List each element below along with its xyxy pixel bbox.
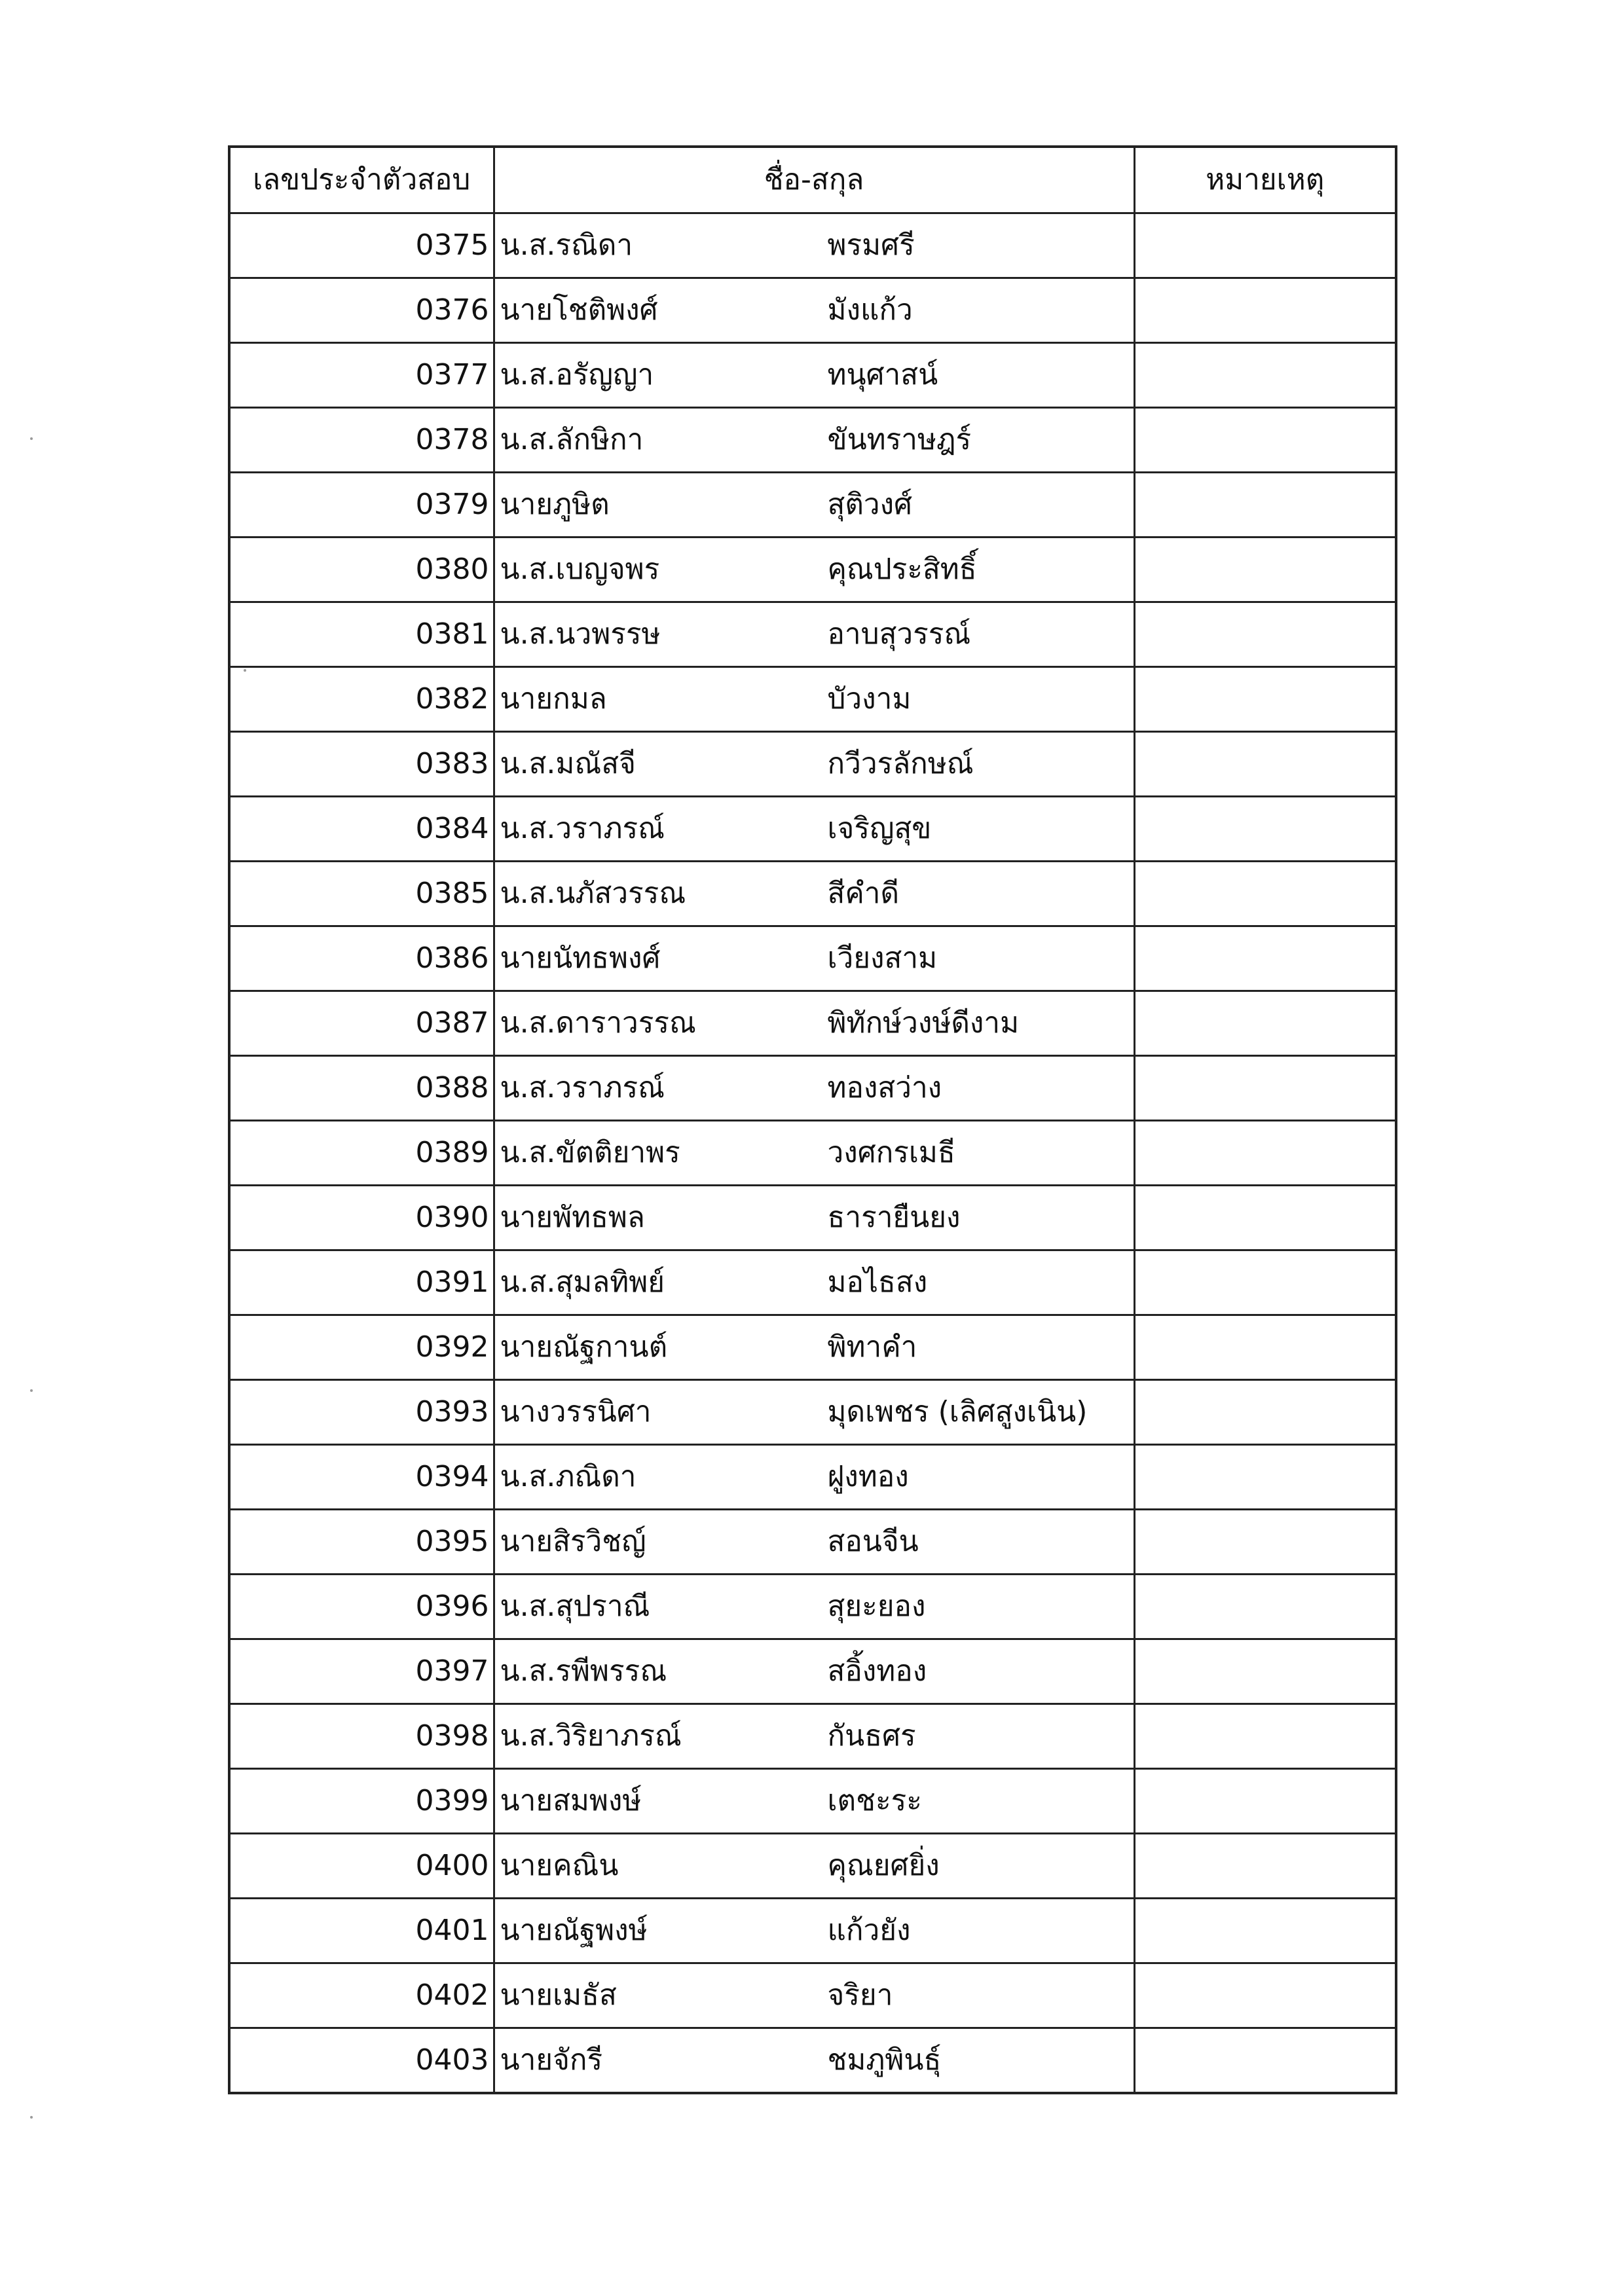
remarks-cell bbox=[1134, 1315, 1396, 1380]
exam-id-cell: 0382 bbox=[229, 667, 494, 732]
remarks-cell bbox=[1134, 1963, 1396, 2028]
first-name: นายกมล bbox=[500, 682, 607, 716]
exam-id-cell: 0380 bbox=[229, 538, 494, 602]
full-name-cell bbox=[494, 991, 1134, 1056]
last-name: ชมภูพินธุ์ bbox=[827, 2043, 942, 2077]
table-row bbox=[229, 408, 1396, 473]
first-name: น.ส.สุมลทิพย์ bbox=[500, 1266, 665, 1299]
table-row bbox=[229, 1899, 1396, 1963]
exam-id-cell: 0390 bbox=[229, 1186, 494, 1250]
exam-id-cell: 0397 bbox=[229, 1639, 494, 1704]
table-row bbox=[229, 926, 1396, 991]
last-name: อาบสุวรรณ์ bbox=[827, 617, 971, 651]
last-name: ทนุศาสน์ bbox=[827, 358, 938, 392]
last-name: คุณยศยิ่ง bbox=[827, 1849, 940, 1882]
exam-id-cell: 0381 bbox=[229, 602, 494, 667]
full-name-cell bbox=[494, 732, 1134, 797]
scan-speck bbox=[30, 2116, 33, 2119]
exam-id-cell: 0375 bbox=[229, 213, 494, 278]
first-name: น.ส.นภัสวรรณ bbox=[500, 877, 686, 910]
last-name: คุณประสิทธิ์ bbox=[827, 553, 977, 586]
exam-id-cell: 0392 bbox=[229, 1315, 494, 1380]
last-name: ทองสว่าง bbox=[827, 1071, 942, 1104]
exam-id-cell: 0399 bbox=[229, 1769, 494, 1834]
last-name: สีคำดี bbox=[827, 877, 900, 910]
header-remarks: หมายเหตุ bbox=[1134, 147, 1396, 213]
table-row bbox=[229, 1834, 1396, 1899]
remarks-cell bbox=[1134, 473, 1396, 538]
first-name: น.ส.รพีพรรณ bbox=[500, 1654, 667, 1688]
full-name-cell bbox=[494, 1445, 1134, 1510]
exam-id-cell: 0384 bbox=[229, 797, 494, 862]
table-row bbox=[229, 1445, 1396, 1510]
last-name: แก้วยัง bbox=[827, 1914, 911, 1947]
exam-id-cell: 0400 bbox=[229, 1834, 494, 1899]
table-row bbox=[229, 1315, 1396, 1380]
full-name-cell bbox=[494, 1315, 1134, 1380]
remarks-cell bbox=[1134, 538, 1396, 602]
first-name: นายพัทธพล bbox=[500, 1201, 645, 1234]
exam-id-cell: 0389 bbox=[229, 1121, 494, 1186]
exam-id-cell: 0383 bbox=[229, 732, 494, 797]
exam-id-cell: 0402 bbox=[229, 1963, 494, 2028]
table-row bbox=[229, 278, 1396, 343]
full-name-cell bbox=[494, 1769, 1134, 1834]
remarks-cell bbox=[1134, 1575, 1396, 1639]
last-name: พิทักษ์วงษ์ดีงาม bbox=[827, 1006, 1020, 1040]
remarks-cell bbox=[1134, 408, 1396, 473]
header-full-name: ชื่อ-สกุล bbox=[494, 147, 1134, 213]
first-name: น.ส.วราภรณ์ bbox=[500, 812, 665, 845]
exam-id-cell: 0376 bbox=[229, 278, 494, 343]
remarks-cell bbox=[1134, 862, 1396, 926]
first-name: นายนัทธพงศ์ bbox=[500, 941, 661, 975]
exam-candidate-table bbox=[228, 145, 1397, 2094]
table-row bbox=[229, 1769, 1396, 1834]
remarks-cell bbox=[1134, 732, 1396, 797]
remarks-cell bbox=[1134, 1510, 1396, 1575]
remarks-cell bbox=[1134, 278, 1396, 343]
exam-id-cell: 0403 bbox=[229, 2028, 494, 2094]
full-name-cell bbox=[494, 1121, 1134, 1186]
full-name-cell bbox=[494, 1639, 1134, 1704]
full-name-cell bbox=[494, 538, 1134, 602]
table-row bbox=[229, 1704, 1396, 1769]
last-name: จริยา bbox=[827, 1978, 893, 2012]
table-row bbox=[229, 1121, 1396, 1186]
exam-id-cell: 0395 bbox=[229, 1510, 494, 1575]
table-row bbox=[229, 1639, 1396, 1704]
full-name-cell bbox=[494, 1510, 1134, 1575]
remarks-cell bbox=[1134, 2028, 1396, 2094]
exam-id-cell: 0398 bbox=[229, 1704, 494, 1769]
last-name: สอิ้งทอง bbox=[827, 1654, 927, 1688]
table-row bbox=[229, 732, 1396, 797]
remarks-cell bbox=[1134, 667, 1396, 732]
first-name: นายณัฐพงษ์ bbox=[500, 1914, 648, 1947]
remarks-cell bbox=[1134, 1769, 1396, 1834]
table-row bbox=[229, 213, 1396, 278]
exam-id-cell: 0394 bbox=[229, 1445, 494, 1510]
full-name-cell bbox=[494, 2028, 1134, 2094]
remarks-cell bbox=[1134, 1445, 1396, 1510]
full-name-cell bbox=[494, 926, 1134, 991]
first-name: นายเมธัส bbox=[500, 1978, 617, 2012]
table-row bbox=[229, 2028, 1396, 2094]
remarks-cell bbox=[1134, 602, 1396, 667]
first-name: น.ส.มณัสจี bbox=[500, 747, 636, 780]
last-name: มอไธสง bbox=[827, 1266, 928, 1299]
scan-speck bbox=[30, 1389, 33, 1392]
first-name: นายโชติพงศ์ bbox=[500, 293, 658, 327]
remarks-cell bbox=[1134, 797, 1396, 862]
remarks-cell bbox=[1134, 1899, 1396, 1963]
last-name: มุดเพชร (เลิศสูงเนิน) bbox=[827, 1395, 1088, 1429]
full-name-cell bbox=[494, 278, 1134, 343]
last-name: เวียงสาม bbox=[827, 941, 938, 975]
remarks-cell bbox=[1134, 1639, 1396, 1704]
exam-id-cell: 0385 bbox=[229, 862, 494, 926]
table-row bbox=[229, 538, 1396, 602]
exam-id-cell: 0378 bbox=[229, 408, 494, 473]
first-name: น.ส.นวพรรษ bbox=[500, 617, 661, 651]
exam-id-cell: 0386 bbox=[229, 926, 494, 991]
table-row bbox=[229, 797, 1396, 862]
remarks-cell bbox=[1134, 1186, 1396, 1250]
last-name: เตชะระ bbox=[827, 1784, 922, 1817]
first-name: นายภูษิต bbox=[500, 488, 610, 521]
remarks-cell bbox=[1134, 1834, 1396, 1899]
full-name-cell bbox=[494, 213, 1134, 278]
table-body bbox=[229, 213, 1396, 2094]
exam-id-cell: 0388 bbox=[229, 1056, 494, 1121]
table-row bbox=[229, 1380, 1396, 1445]
full-name-cell bbox=[494, 1963, 1134, 2028]
full-name-cell bbox=[494, 1899, 1134, 1963]
first-name: น.ส.รณิดา bbox=[500, 228, 633, 262]
exam-id-cell: 0379 bbox=[229, 473, 494, 538]
remarks-cell bbox=[1134, 1250, 1396, 1315]
remarks-cell bbox=[1134, 991, 1396, 1056]
remarks-cell bbox=[1134, 213, 1396, 278]
table-row bbox=[229, 343, 1396, 408]
full-name-cell bbox=[494, 1380, 1134, 1445]
table-row bbox=[229, 1250, 1396, 1315]
header-exam-id: เลขประจำตัวสอบ bbox=[229, 147, 494, 213]
exam-id-cell: 0393 bbox=[229, 1380, 494, 1445]
remarks-cell bbox=[1134, 1056, 1396, 1121]
last-name: ขันทราษฎร์ bbox=[827, 423, 972, 456]
first-name: นางวรรนิศา bbox=[500, 1395, 652, 1429]
exam-id-cell: 0377 bbox=[229, 343, 494, 408]
last-name: ธารายืนยง bbox=[827, 1201, 961, 1234]
first-name: น.ส.ขัตติยาพร bbox=[500, 1136, 680, 1169]
table-row bbox=[229, 991, 1396, 1056]
first-name: น.ส.ดาราวรรณ bbox=[500, 1006, 696, 1040]
full-name-cell bbox=[494, 797, 1134, 862]
last-name: มังแก้ว bbox=[827, 293, 913, 327]
last-name: พรมศรี bbox=[827, 228, 915, 262]
first-name: นายสิรวิชญ์ bbox=[500, 1525, 646, 1558]
table-row bbox=[229, 862, 1396, 926]
first-name: น.ส.อรัญญา bbox=[500, 358, 654, 392]
exam-id-cell: 0391 bbox=[229, 1250, 494, 1315]
last-name: ฝูงทอง bbox=[827, 1460, 909, 1493]
last-name: กันธศร bbox=[827, 1719, 916, 1753]
full-name-cell bbox=[494, 1056, 1134, 1121]
last-name: วงศกรเมธี bbox=[827, 1136, 955, 1169]
exam-id-cell: 0401 bbox=[229, 1899, 494, 1963]
table-row bbox=[229, 473, 1396, 538]
table-row bbox=[229, 1056, 1396, 1121]
full-name-cell bbox=[494, 408, 1134, 473]
last-name: สุยะยอง bbox=[827, 1590, 926, 1623]
first-name: น.ส.ภณิดา bbox=[500, 1460, 637, 1493]
first-name: นายสมพงษ์ bbox=[500, 1784, 642, 1817]
full-name-cell bbox=[494, 1250, 1134, 1315]
table-row bbox=[229, 602, 1396, 667]
full-name-cell bbox=[494, 1186, 1134, 1250]
table-row bbox=[229, 1575, 1396, 1639]
first-name: นายณัฐกานต์ bbox=[500, 1330, 668, 1364]
full-name-cell bbox=[494, 1575, 1134, 1639]
last-name: สุติวงศ์ bbox=[827, 488, 913, 521]
remarks-cell bbox=[1134, 926, 1396, 991]
table-row bbox=[229, 1510, 1396, 1575]
first-name: น.ส.เบญจพร bbox=[500, 553, 660, 586]
full-name-cell bbox=[494, 343, 1134, 408]
first-name: นายคณิน bbox=[500, 1849, 619, 1882]
last-name: กวีวรลักษณ์ bbox=[827, 747, 974, 780]
full-name-cell bbox=[494, 473, 1134, 538]
first-name: นายจักรี bbox=[500, 2043, 603, 2077]
full-name-cell bbox=[494, 1834, 1134, 1899]
last-name: เจริญสุข bbox=[827, 812, 932, 845]
full-name-cell bbox=[494, 862, 1134, 926]
first-name: น.ส.วิริยาภรณ์ bbox=[500, 1719, 682, 1753]
first-name: น.ส.สุปราณี bbox=[500, 1590, 650, 1623]
exam-id-cell: 0387 bbox=[229, 991, 494, 1056]
table-row bbox=[229, 1963, 1396, 2028]
remarks-cell bbox=[1134, 1704, 1396, 1769]
table-row bbox=[229, 667, 1396, 732]
scan-speck bbox=[30, 437, 33, 440]
remarks-cell bbox=[1134, 1380, 1396, 1445]
last-name: บัวงาม bbox=[827, 682, 912, 716]
first-name: น.ส.ลักษิกา bbox=[500, 423, 644, 456]
remarks-cell bbox=[1134, 343, 1396, 408]
first-name: น.ส.วราภรณ์ bbox=[500, 1071, 665, 1104]
last-name: พิทาคำ bbox=[827, 1330, 917, 1364]
table-row bbox=[229, 1186, 1396, 1250]
full-name-cell bbox=[494, 602, 1134, 667]
exam-id-cell: 0396 bbox=[229, 1575, 494, 1639]
last-name: สอนจีน bbox=[827, 1525, 919, 1558]
remarks-cell bbox=[1134, 1121, 1396, 1186]
full-name-cell bbox=[494, 667, 1134, 732]
table-header-row bbox=[229, 147, 1396, 213]
full-name-cell bbox=[494, 1704, 1134, 1769]
